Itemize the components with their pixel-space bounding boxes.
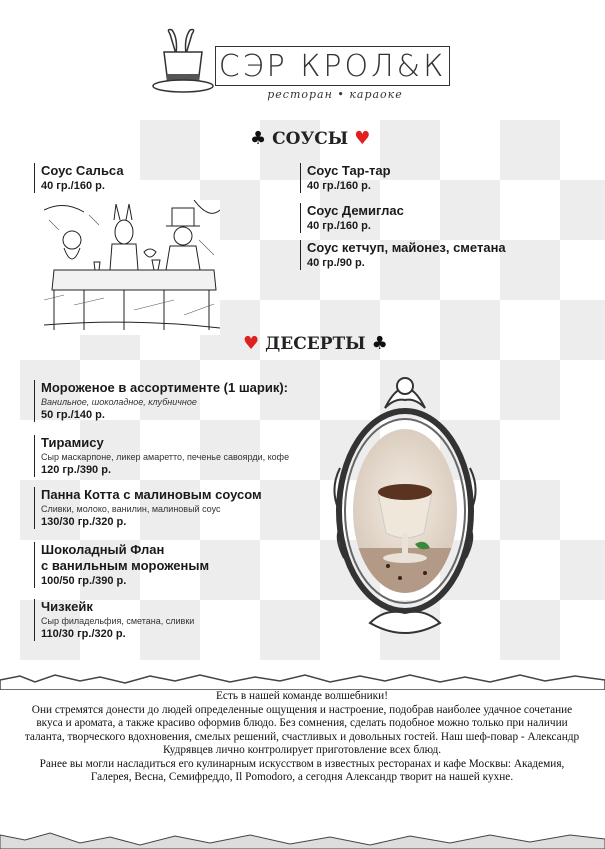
item-name: Соус Демиглас [307,203,404,218]
item-description: Ванильное, шоколадное, клубничное [41,397,197,407]
restaurant-subtitle: ресторан • караоке [267,88,403,101]
dessert-item [34,487,262,529]
item-price: 50 гр./140 р. [41,409,105,421]
item-name: Чизкейк [41,599,93,614]
desserts-title: ДЕСЕРТЫ [265,333,366,354]
sauces-heading [250,128,370,149]
dessert-item [34,435,289,477]
item-price: 40 гр./160 р. [41,180,105,192]
dessert-item [34,599,194,641]
top-hat-bunny-logo-icon [148,28,218,100]
item-price: 130/30 гр./320 р. [41,516,127,528]
item-price: 40 гр./160 р. [307,180,371,192]
about-line: Есть в нашей команде волшебники! [216,690,388,702]
item-price: 40 гр./160 р. [307,220,371,232]
about-chef-text [22,690,582,785]
dessert-item [34,380,288,422]
item-price: 110/30 гр./320 р. [41,628,126,640]
club-icon: ♣ [371,333,388,354]
item-name: Шоколадный Флан [41,542,165,557]
heart-icon: ♥ [354,128,371,149]
item-name: Панна Котта с малиновым соусом [41,487,262,502]
item-description: Сыр филадельфия, сметана, сливки [41,616,195,626]
mad-tea-party-illustration [44,200,220,335]
item-name-line2: с ванильным мороженым [41,558,210,573]
sauce-item [300,203,404,233]
item-price: 100/50 гр./390 р. [41,575,127,587]
item-name: Тирамису [41,435,104,450]
sauce-item [300,240,506,270]
item-price: 120 гр./390 р. [41,464,112,476]
item-price: 40 гр./90 р. [307,257,365,269]
about-paragraph: Ранее вы могли насладиться его кулинарным искусством в известных ресторанах и кафе Москвы: Академия, Галерея, Весна, Семифреддо, Il Pomodoro, а сегодня Александр творит на нашей кухне. [39,757,565,783]
torn-paper-edge [0,670,605,690]
heart-icon: ♥ [243,333,260,354]
sauces-title: СОУСЫ [272,128,349,149]
about-paragraph: Они стремятся донести до людей определенные ощущения и настроение, подобрав наиболее удачное сочетание вкуса и аромата, а также красиво оформив блюдо. Без сомнения, сделать подобное можно только при наличии таланта, творческого вдохновения, смелых решений, счастливых и довольных гостей. Наш шеф-повар - Александр Кудрявцев лично контролирует приготовление всех блюд. [24,703,580,756]
item-name: Соус Тар-тар [307,163,391,178]
desserts-heading [243,333,388,354]
item-name: Соус кетчуп, майонез, сметана [307,240,506,255]
item-name: Соус Сальса [41,163,124,178]
item-description: Сливки, молоко, ванилин, малиновый соус [41,504,221,514]
ornate-frame-dessert-photo [330,368,480,640]
item-name: Мороженое в ассортименте (1 шарик): [41,380,288,395]
torn-paper-bottom-edge [0,805,605,849]
restaurant-name: СЭР КРОЛ&К [215,46,450,86]
sauce-item [300,163,391,193]
club-icon: ♣ [250,128,267,149]
sauce-item [34,163,124,193]
dessert-item [34,542,209,588]
item-description: Сыр маскарпоне, ликер амаретто, печенье савоярди, кофе [41,452,290,462]
